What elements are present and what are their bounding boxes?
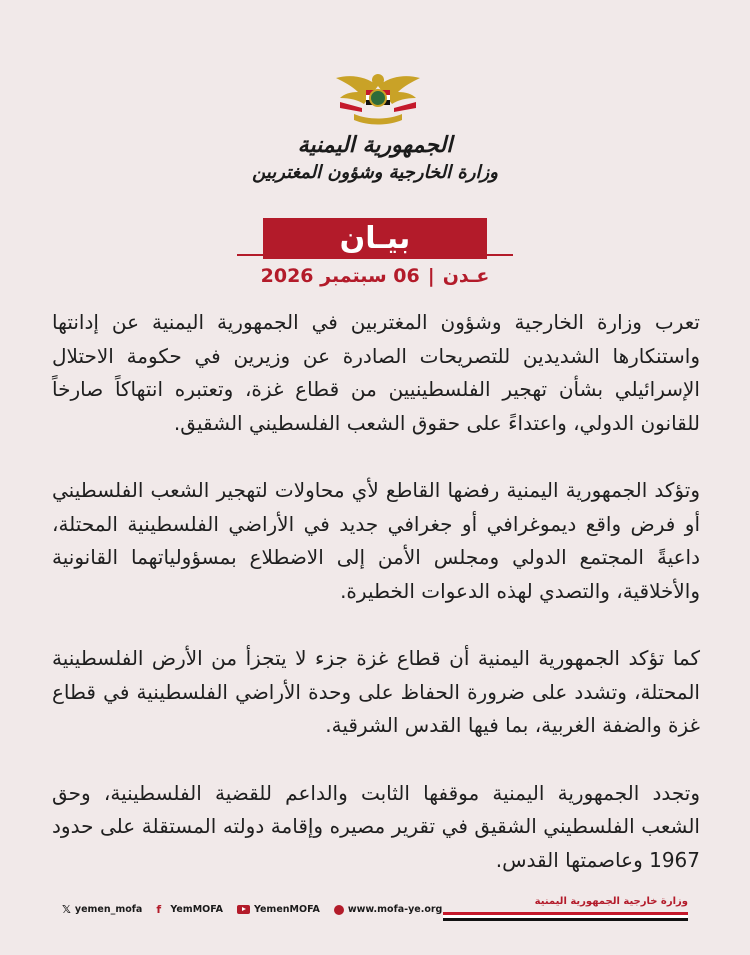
x-icon: 𝕏 bbox=[62, 903, 71, 916]
social-web-handle: www.mofa-ye.org bbox=[347, 904, 443, 915]
dateline-place: عـدن bbox=[442, 265, 490, 287]
country-calligraphy: الجمهورية اليمنية bbox=[297, 132, 453, 158]
paragraph-4: وتجدد الجمهورية اليمنية موقفها الثابت والداعم للقضية الفلسطينية، وحق الشعب الفلسطيني الشقيق في تقرير مصيره وإقامة دولته المستقلة على حدود 1967 وعاصمتها القدس. bbox=[52, 780, 700, 872]
youtube-icon bbox=[237, 905, 250, 914]
social-youtube-handle: YemenMOFA bbox=[253, 904, 320, 915]
statement-body bbox=[52, 306, 700, 911]
dateline-separator: | bbox=[427, 265, 435, 287]
statement-title: بيـان bbox=[339, 221, 411, 256]
paragraph-3: كما تؤكد الجمهورية اليمنية أن قطاع غزة جزء لا يتجزأ من الأرض الفلسطينية المحتلة، وتشدد على ضرورة الحفاظ على وحدة الأراضي الفلسطينية في قطاع غزة والضفة الغربية، بما فيها القدس الشرقية. bbox=[52, 646, 700, 737]
social-facebook[interactable] bbox=[156, 904, 223, 915]
footer bbox=[62, 895, 688, 923]
web-icon bbox=[334, 905, 344, 915]
facebook-icon: f bbox=[156, 902, 162, 916]
dateline-date: 06 سبتمبر 2026 bbox=[260, 265, 420, 287]
social-x[interactable] bbox=[62, 903, 142, 916]
yemen-emblem-icon bbox=[332, 68, 424, 130]
social-web[interactable] bbox=[334, 904, 443, 915]
social-youtube[interactable] bbox=[237, 904, 320, 915]
paragraph-2: وتؤكد الجمهورية اليمنية رفضها القاطع لأي محاولات لتهجير الشعب الفلسطيني أو فرض واقع ديموغرافي أو جغرافي جديد في الأراضي الفلسطينية المحتلة، داعيةً المجتمع الدولي ومجلس الأمن إلى الاضطلاع بمسؤولياتهما القانونية والأخلاقية، والتصدي لهذه الدعوات الخطيرة. bbox=[52, 478, 700, 603]
footer-ministry-name: وزارة خارجية الجمهورية اليمنية bbox=[534, 896, 688, 907]
footer-ministry-mark bbox=[443, 895, 688, 921]
social-links bbox=[62, 903, 442, 916]
social-facebook-handle: YemMOFA bbox=[170, 904, 223, 915]
ministry-logotype bbox=[0, 130, 750, 186]
dateline bbox=[0, 265, 750, 287]
paragraph-1: تعرب وزارة الخارجية وشؤون المغتربين في الجمهورية اليمنية عن إدانتها واستنكارها الشديدين للتصريحات الصادرة عن وزيرين في حكومة الاحتلال الإسرائيلي بشأن تهجير الفلسطينيين من قطاع غزة، وتعتبره انتهاكاً صارخاً للقانون الدولي، واعتداءً على حقوق الشعب الفلسطيني الشقيق. bbox=[52, 310, 700, 435]
flag-stripe bbox=[443, 912, 688, 921]
ministry-calligraphy: وزارة الخارجية وشؤون المغتربين bbox=[252, 162, 498, 183]
social-x-handle: yemen_mofa bbox=[74, 904, 143, 915]
title-banner bbox=[263, 218, 487, 259]
